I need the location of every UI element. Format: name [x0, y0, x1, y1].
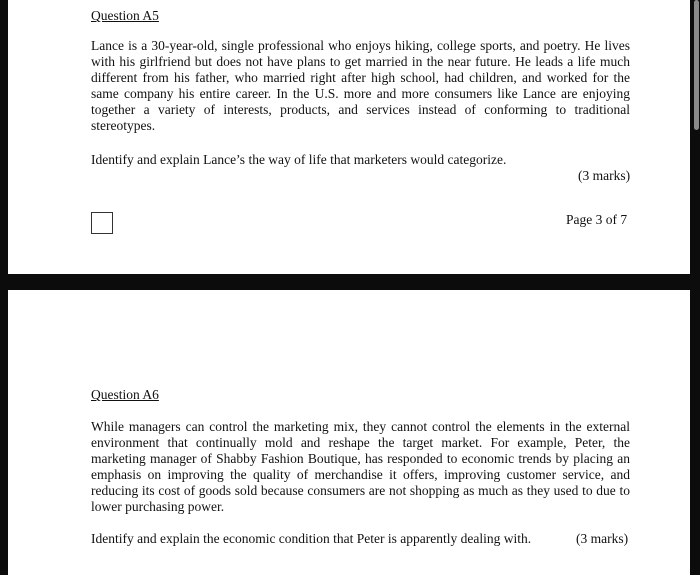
- answer-checkbox[interactable]: [91, 212, 113, 234]
- question-a5-title: Question A5: [91, 8, 159, 23]
- question-a6-marks: (3 marks): [576, 531, 629, 546]
- question-a5-text: Lance is a 30-year-old, single professional who enjoys hiking, college sports, and poetry. He lives with his girlfriend but does not have plans to get married in the near future. He leads a life much different from his father, who married right after high school, had children, and worked for the same company his entire career. In the U.S. more and more consumers like Lance are enjoying together a variety of interests, products, and services instead of conforming to traditional stereotypes.: [91, 38, 630, 133]
- question-a6-text: While managers can control the marketing mix, they cannot control the elements in the external environment that continually mold and reshape the target market. For example, Peter, the marketing manager of Shabby Fashion Boutique, has responded to economic trends by placing an emphasis on improving the quality of merchandise it offers, improving customer service, and reducing its cost of goods sold because consumers are not shopping as much as they used to due to lower purchasing power.: [91, 419, 630, 514]
- page-number: Page 3 of 7: [566, 212, 628, 227]
- question-a6-prompt: Identify and explain the economic condition that Peter is apparently dealing with.: [91, 531, 532, 546]
- question-a6-title: Question A6: [91, 387, 159, 402]
- question-a5-prompt: Identify and explain Lance’s the way of life that marketers would categorize.: [91, 152, 507, 167]
- vertical-scrollbar[interactable]: [694, 0, 699, 130]
- document-page-4: [8, 290, 690, 575]
- question-a5-marks: (3 marks): [578, 168, 631, 183]
- document-page-3: [8, 0, 690, 274]
